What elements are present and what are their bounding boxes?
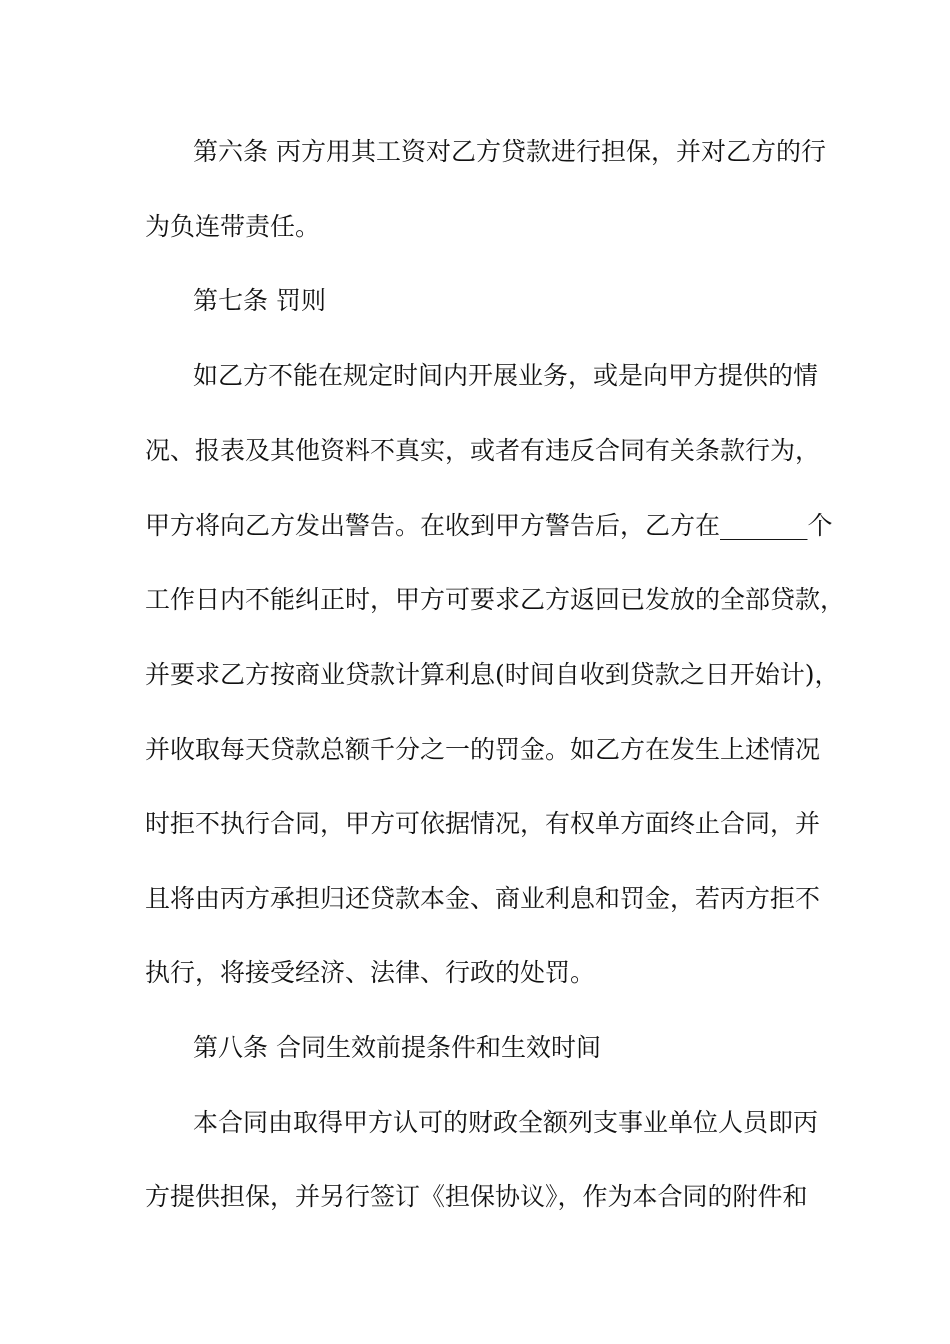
article-7-paragraph-line-6: 并收取每天贷款总额千分之一的罚金。如乙方在发生上述情况 bbox=[145, 735, 821, 764]
article-7-paragraph-line-7: 时拒不执行合同，甲方可依据情况，有权单方面终止合同，并 bbox=[145, 809, 821, 838]
article-7-paragraph-line-3: 甲方将向乙方发出警告。在收到甲方警告后，乙方在_______个 bbox=[145, 511, 833, 540]
article-6-line-2: 为负连带责任。 bbox=[145, 212, 321, 241]
article-8-paragraph-line-2: 方提供担保，并另行签订《担保协议》，作为本合同的附件和 bbox=[145, 1182, 808, 1211]
article-8-paragraph-line-1: 本合同由取得甲方认可的财政全额列支事业单位人员即丙 bbox=[193, 1108, 819, 1137]
article-6-line-1: 第六条 丙方用其工资对乙方贷款进行担保，并对乙方的行 bbox=[193, 137, 826, 166]
article-7-paragraph-line-8: 且将由丙方承担归还贷款本金、商业利息和罚金，若丙方拒不 bbox=[145, 884, 821, 913]
article-7-paragraph-line-1: 如乙方不能在规定时间内开展业务，或是向甲方提供的情 bbox=[193, 361, 819, 390]
article-7-heading: 第七条 罚则 bbox=[193, 286, 326, 315]
article-7-paragraph-line-5: 并要求乙方按商业贷款计算利息(时间自收到贷款之日开始计)， bbox=[145, 660, 840, 689]
article-7-paragraph-line-2: 况、报表及其他资料不真实，或者有违反合同有关条款行为， bbox=[145, 436, 821, 465]
article-8-heading: 第八条 合同生效前提条件和生效时间 bbox=[193, 1033, 601, 1062]
article-7-paragraph-line-4: 工作日内不能纠正时，甲方可要求乙方返回已发放的全部贷款， bbox=[145, 585, 846, 614]
article-7-paragraph-line-9: 执行，将接受经济、法律、行政的处罚。 bbox=[145, 958, 596, 987]
